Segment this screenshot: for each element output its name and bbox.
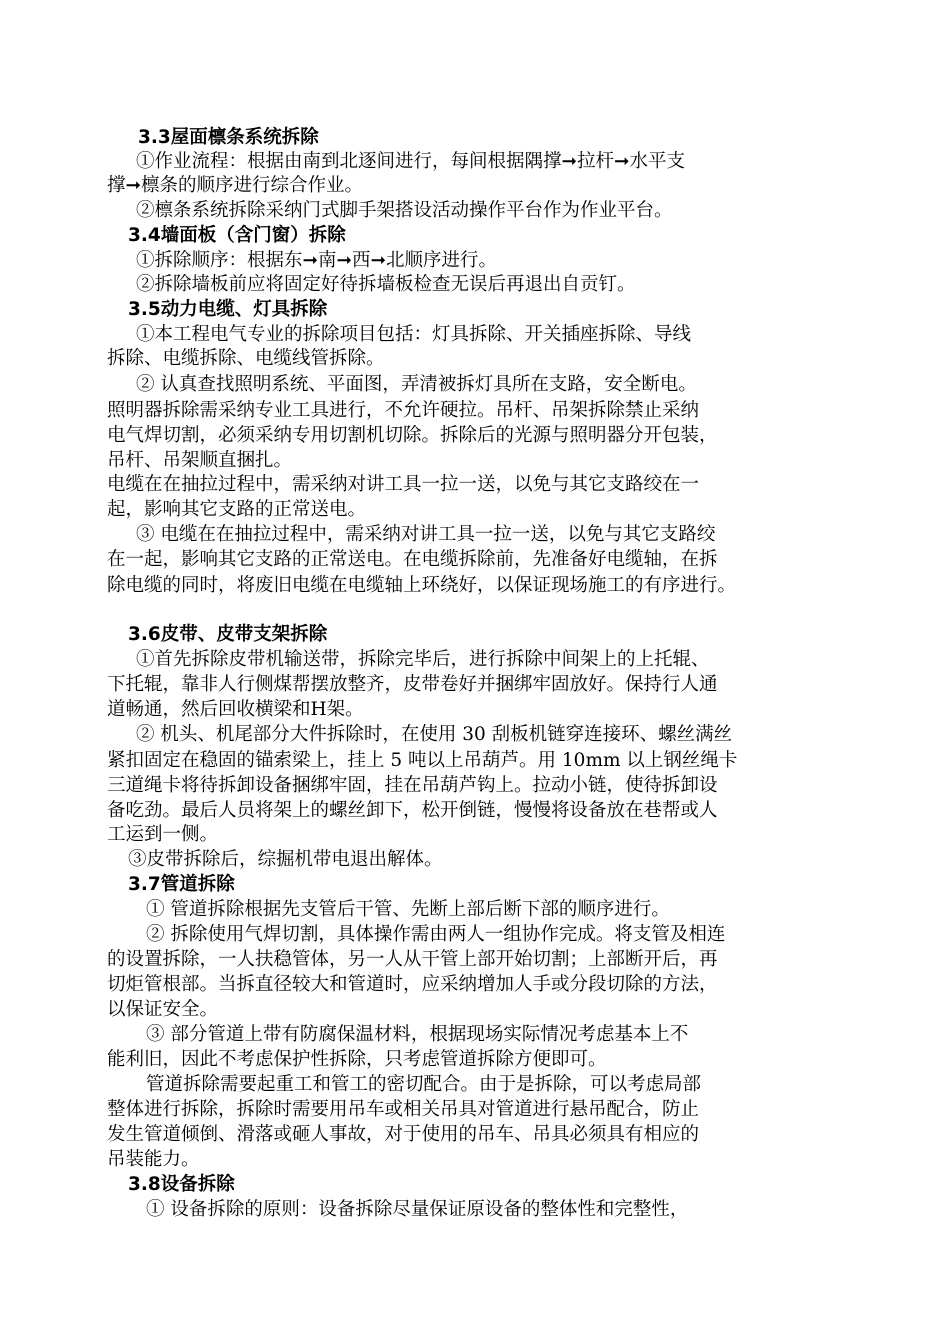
- paragraph-line: 电缆在在抽拉过程中，需采纳对讲工具一拉一送，以免与其它支路绞在一: [107, 474, 700, 495]
- paragraph-line: 在一起，影响其它支路的正常送电。在电缆拆除前，先准备好电缆轴，在拆: [107, 549, 718, 570]
- paragraph-line: ②檩条系统拆除采纳门式脚手架搭设活动操作平台作为作业平台。: [136, 200, 673, 221]
- paragraph-line: ①作业流程：根据由南到北逐间进行，每间根据隅撑➞拉杆➞水平支: [136, 151, 686, 172]
- paragraph-line: 电气焊切割，必须采纳专用切割机切除。拆除后的光源与照明器分开包装，: [107, 425, 718, 446]
- paragraph-line: ③ 部分管道上带有防腐保温材料，根据现场实际情况考虑基本上不: [146, 1024, 689, 1045]
- paragraph-line: 照明器拆除需采纳专业工具进行，不允许硬拉。吊杆、吊架拆除禁止采纳: [107, 400, 700, 421]
- section-heading-3-7: 3.7管道拆除: [128, 874, 235, 895]
- paragraph-line: 紧扣固定在稳固的锚索梁上，挂上 5 吨以上吊葫芦。用 10mm 以上钢丝绳卡: [107, 750, 738, 771]
- section-heading-3-5: 3.5动力电缆、灯具拆除: [128, 299, 328, 320]
- section-heading-3-3: 3.3屋面檩条系统拆除: [138, 127, 319, 148]
- paragraph-line: 三道绳卡将待拆卸设备捆绑牢固，挂在吊葫芦钩上。拉动小链，使待拆卸设: [107, 775, 718, 796]
- paragraph-line: ②拆除墙板前应将固定好待拆墙板检查无误后再退出自贡钉。: [136, 274, 636, 295]
- paragraph-line: 吊杆、吊架顺直捆扎。: [107, 450, 293, 471]
- paragraph-line: ① 管道拆除根据先支管后干管、先断上部后断下部的顺序进行。: [146, 899, 670, 920]
- section-heading-3-4: 3.4墙面板（含门窗）拆除: [128, 225, 346, 246]
- paragraph-line: 的设置拆除，一人扶稳管体，另一人从干管上部开始切割；上部断开后，再: [107, 949, 718, 970]
- paragraph-line: 能利旧，因此不考虑保护性拆除，只考虑管道拆除方便即可。: [107, 1049, 607, 1070]
- paragraph-line: ③皮带拆除后，综掘机带电退出解体。: [128, 849, 443, 870]
- paragraph-line: ② 拆除使用气焊切割，具体操作需由两人一组协作完成。将支管及相连: [146, 924, 726, 945]
- paragraph-line: 撑➞檩条的顺序进行综合作业。: [107, 175, 364, 196]
- paragraph-line: ① 设备拆除的原则：设备拆除尽量保证原设备的整体性和完整性，: [146, 1199, 689, 1220]
- paragraph-line: 道畅通，然后回收横梁和H架。: [107, 699, 364, 720]
- section-heading-3-8: 3.8设备拆除: [128, 1174, 235, 1195]
- section-heading-3-6: 3.6皮带、皮带支架拆除: [128, 624, 328, 645]
- paragraph-line: 下托辊，靠非人行侧煤帮摆放整齐，皮带卷好并捆绑牢固放好。保持行人通: [107, 674, 718, 695]
- paragraph-line: 起，影响其它支路的正常送电。: [107, 499, 367, 520]
- paragraph-line: 吊装能力。: [107, 1149, 200, 1170]
- paragraph-line: 发生管道倾倒、滑落或砸人事故，对于使用的吊车、吊具必须具有相应的: [107, 1124, 700, 1145]
- paragraph-line: ①首先拆除皮带机输送带，拆除完毕后，进行拆除中间架上的上托辊、: [136, 649, 710, 670]
- paragraph-line: ①本工程电气专业的拆除项目包括：灯具拆除、开关插座拆除、导线: [136, 324, 692, 345]
- paragraph-line: 切炬管根部。当拆直径较大和管道时，应采纳增加人手或分段切除的方法，: [107, 974, 718, 995]
- paragraph-line: 整体进行拆除，拆除时需要用吊车或相关吊具对管道进行悬吊配合，防止: [107, 1099, 700, 1120]
- paragraph-line: 备吃劲。最后人员将架上的螺丝卸下，松开倒链，慢慢将设备放在巷帮或人: [107, 800, 718, 821]
- paragraph-line: 以保证安全。: [107, 999, 219, 1020]
- paragraph-line: 工运到一侧。: [107, 824, 219, 845]
- paragraph-line: 除电缆的同时，将废旧电缆在电缆轴上环绕好，以保证现场施工的有序进行。: [107, 575, 737, 596]
- paragraph-line: 拆除、电缆拆除、电缆线管拆除。: [107, 348, 385, 369]
- paragraph-line: ② 机头、机尾部分大件拆除时，在使用 30 刮板机链穿连接环、螺丝满丝: [136, 724, 733, 745]
- paragraph-line: ①拆除顺序：根据东➞南➞西➞北顺序进行。: [136, 250, 498, 271]
- paragraph-line: ③ 电缆在在抽拉过程中，需采纳对讲工具一拉一送，以免与其它支路绞: [136, 524, 716, 545]
- paragraph-line: 管道拆除需要起重工和管工的密切配合。由于是拆除，可以考虑局部: [146, 1074, 702, 1095]
- paragraph-line: ② 认真查找照明系统、平面图，弄清被拆灯具所在支路，安全断电。: [136, 374, 697, 395]
